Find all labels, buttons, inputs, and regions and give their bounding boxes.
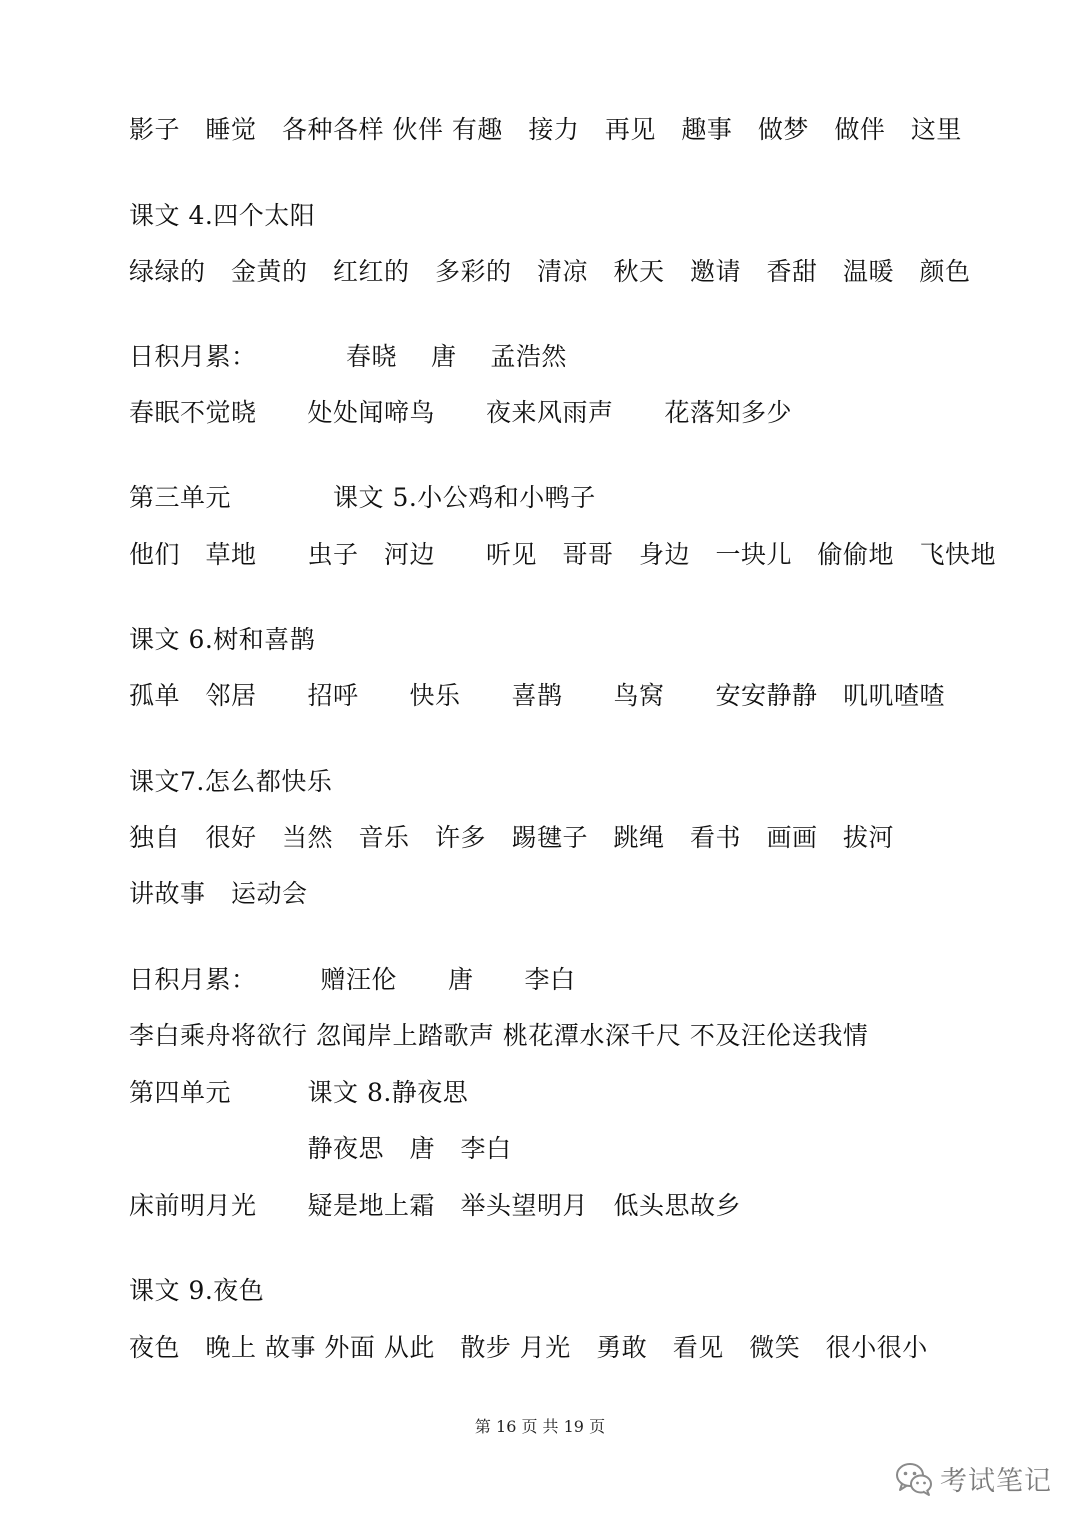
daily-accumulation-heading-2: 日积月累： 赠汪伦 唐 李白 bbox=[129, 965, 576, 994]
page-number-footer: 第 16 页 共 19 页 bbox=[474, 1417, 606, 1436]
unit3-lesson5-heading: 第三单元 课文 5.小公鸡和小鸭子 bbox=[129, 483, 596, 512]
poem-line-chunxiao: 春眠不觉晓 处处闻啼鸟 夜来风雨声 花落知多少 bbox=[129, 398, 793, 427]
vocab-line-lesson4: 绿绿的 金黄的 红红的 多彩的 清凉 秋天 邀请 香甜 温暖 颜色 bbox=[129, 257, 971, 286]
daily-accumulation-heading-1: 日积月累： 春晓 唐 孟浩然 bbox=[129, 342, 567, 371]
vocab-line-lesson6: 孤单 邻居 招呼 快乐 喜鹊 鸟窝 安安静静 叽叽喳喳 bbox=[129, 681, 946, 710]
poem-title-jingyesi: 静夜思 唐 李白 bbox=[129, 1134, 512, 1163]
lesson-title-9: 课文 9.夜色 bbox=[129, 1276, 265, 1305]
wechat-icon bbox=[894, 1458, 934, 1498]
vocab-line-lesson5: 他们 草地 虫子 河边 听见 哥哥 身边 一块儿 偷偷地 飞快地 bbox=[129, 540, 997, 569]
unit4-lesson8-heading: 第四单元 课文 8.静夜思 bbox=[129, 1078, 469, 1107]
lesson-title-7: 课文7.怎么都快乐 bbox=[129, 767, 333, 796]
lesson-title-6: 课文 6.树和喜鹊 bbox=[129, 625, 316, 654]
poem-line-zengwanglun: 李白乘舟将欲行 忽闻岸上踏歌声 桃花潭水深千尺 不及汪伦送我情 bbox=[129, 1021, 869, 1050]
vocab-line-lesson7: 独自 很好 当然 音乐 许多 踢毽子 跳绳 看书 画画 拔河 bbox=[129, 823, 895, 852]
vocab-line-lesson3: 影子 睡觉 各种各样 伙伴 有趣 接力 再见 趣事 做梦 做伴 这里 bbox=[129, 115, 962, 144]
lesson-title-4: 课文 4.四个太阳 bbox=[129, 201, 316, 230]
watermark-text: 考试笔记 bbox=[940, 1465, 1052, 1497]
watermark bbox=[894, 1458, 1052, 1498]
poem-line-jingyesi: 床前明月光 疑是地上霜 举头望明月 低头思故乡 bbox=[129, 1191, 742, 1220]
vocab-line-lesson7-cont: 讲故事 运动会 bbox=[129, 879, 308, 908]
vocab-line-lesson9: 夜色 晚上 故事 外面 从此 散步 月光 勇敢 看见 微笑 很小很小 bbox=[129, 1333, 928, 1362]
